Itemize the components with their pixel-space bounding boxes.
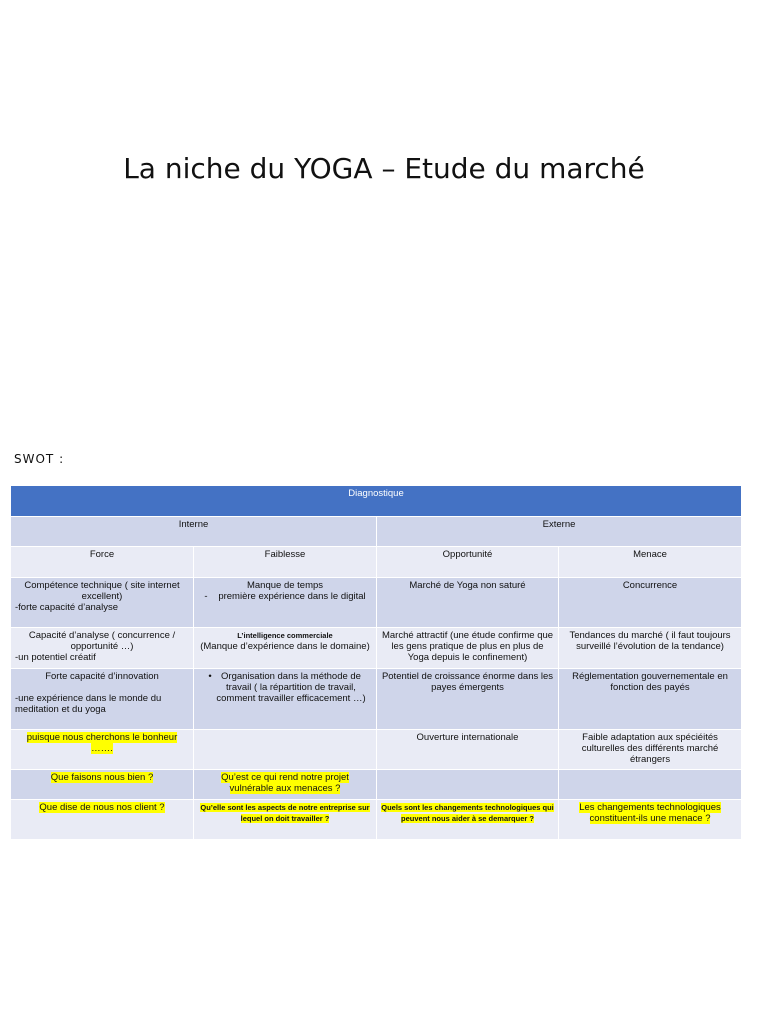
cell-opportunite <box>377 770 559 800</box>
highlighted-text: Qu’elle sont les aspects de notre entreprise sur lequel on doit travailler ? <box>200 803 370 823</box>
cell-faiblesse <box>194 800 377 840</box>
cell-opportunite <box>377 800 559 840</box>
cell-force <box>11 578 194 628</box>
cell-faiblesse <box>194 578 377 628</box>
group-interne: Interne <box>11 517 377 547</box>
table-header-diagnostique: Diagnostique <box>11 486 742 517</box>
cell-bullet: • <box>208 671 212 682</box>
table-row <box>11 770 742 800</box>
cell-text: Compétence technique ( site internet excellent) <box>24 580 180 602</box>
table-row <box>11 578 742 628</box>
cell-menace <box>559 770 742 800</box>
swot-table <box>11 486 742 840</box>
category-opportunite: Opportunité <box>377 547 559 578</box>
cell-force <box>11 770 194 800</box>
table-row <box>11 730 742 770</box>
table-row <box>11 628 742 669</box>
swot-label: SWOT : <box>14 452 65 466</box>
cell-faiblesse <box>194 770 377 800</box>
cell-opportunite: Marché attractif (une étude confirme que les gens pratique de plus en plus de Yoga depuis le confinement) <box>377 628 559 669</box>
cell-opportunite: Potentiel de croissance énorme dans les payes émergents <box>377 669 559 730</box>
cell-text: (Manque d’expérience dans le domaine) <box>200 641 370 652</box>
highlighted-text: Les changements technologiques constituent-ils une menace ? <box>579 802 721 824</box>
highlighted-text: Que dise de nous nos client ? <box>39 802 165 813</box>
cell-opportunite: Marché de Yoga non saturé <box>377 578 559 628</box>
category-menace: Menace <box>559 547 742 578</box>
cell-text: Manque de temps <box>246 580 324 591</box>
highlighted-text: Quels sont les changements technologiques qui peuvent nous aider à se demarquer ? <box>381 803 554 823</box>
cell-menace: Réglementation gouvernementale en fonction des payés <box>559 669 742 730</box>
cell-force <box>11 669 194 730</box>
table-row <box>11 669 742 730</box>
cell-bullet: - <box>204 591 208 602</box>
cell-force <box>11 800 194 840</box>
cell-text: première expérience dans le digital <box>218 591 366 602</box>
cell-faiblesse <box>194 669 377 730</box>
cell-faiblesse <box>194 628 377 669</box>
cell-text: L’intelligence commerciale <box>237 631 333 640</box>
highlighted-text: Que faisons nous bien ? <box>50 772 154 783</box>
cell-text: Capacité d’analyse ( concurrence / opportunité …) <box>28 630 176 652</box>
cell-opportunite: Ouverture internationale <box>377 730 559 770</box>
cell-text: Forte capacité d’innovation <box>45 671 159 682</box>
highlighted-text: puisque nous cherchons le bonheur ……. <box>26 732 178 754</box>
category-faiblesse: Faiblesse <box>194 547 377 578</box>
cell-text: -un potentiel créatif <box>15 652 96 663</box>
cell-text: Organisation dans la méthode de travail ( la répartition de travail, comment travailler efficacement …) <box>216 671 366 704</box>
cell-force <box>11 730 194 770</box>
highlighted-text: Qu’est ce qui rend notre projet vulnérable aux menaces ? <box>221 772 349 794</box>
cell-menace: Concurrence <box>559 578 742 628</box>
page-title: La niche du YOGA – Etude du marché <box>123 152 645 185</box>
category-force: Force <box>11 547 194 578</box>
cell-text: -forte capacité d’analyse <box>15 602 118 613</box>
cell-force <box>11 628 194 669</box>
cell-faiblesse <box>194 730 377 770</box>
table-row <box>11 800 742 840</box>
cell-text: -une expérience dans le monde du meditation et du yoga <box>15 693 162 715</box>
cell-menace: Faible adaptation aux spéciéités culturelles des différents marché étrangers <box>559 730 742 770</box>
cell-menace <box>559 800 742 840</box>
group-externe: Externe <box>377 517 742 547</box>
cell-menace: Tendances du marché ( il faut toujours surveillé l’évolution de la tendance) <box>559 628 742 669</box>
